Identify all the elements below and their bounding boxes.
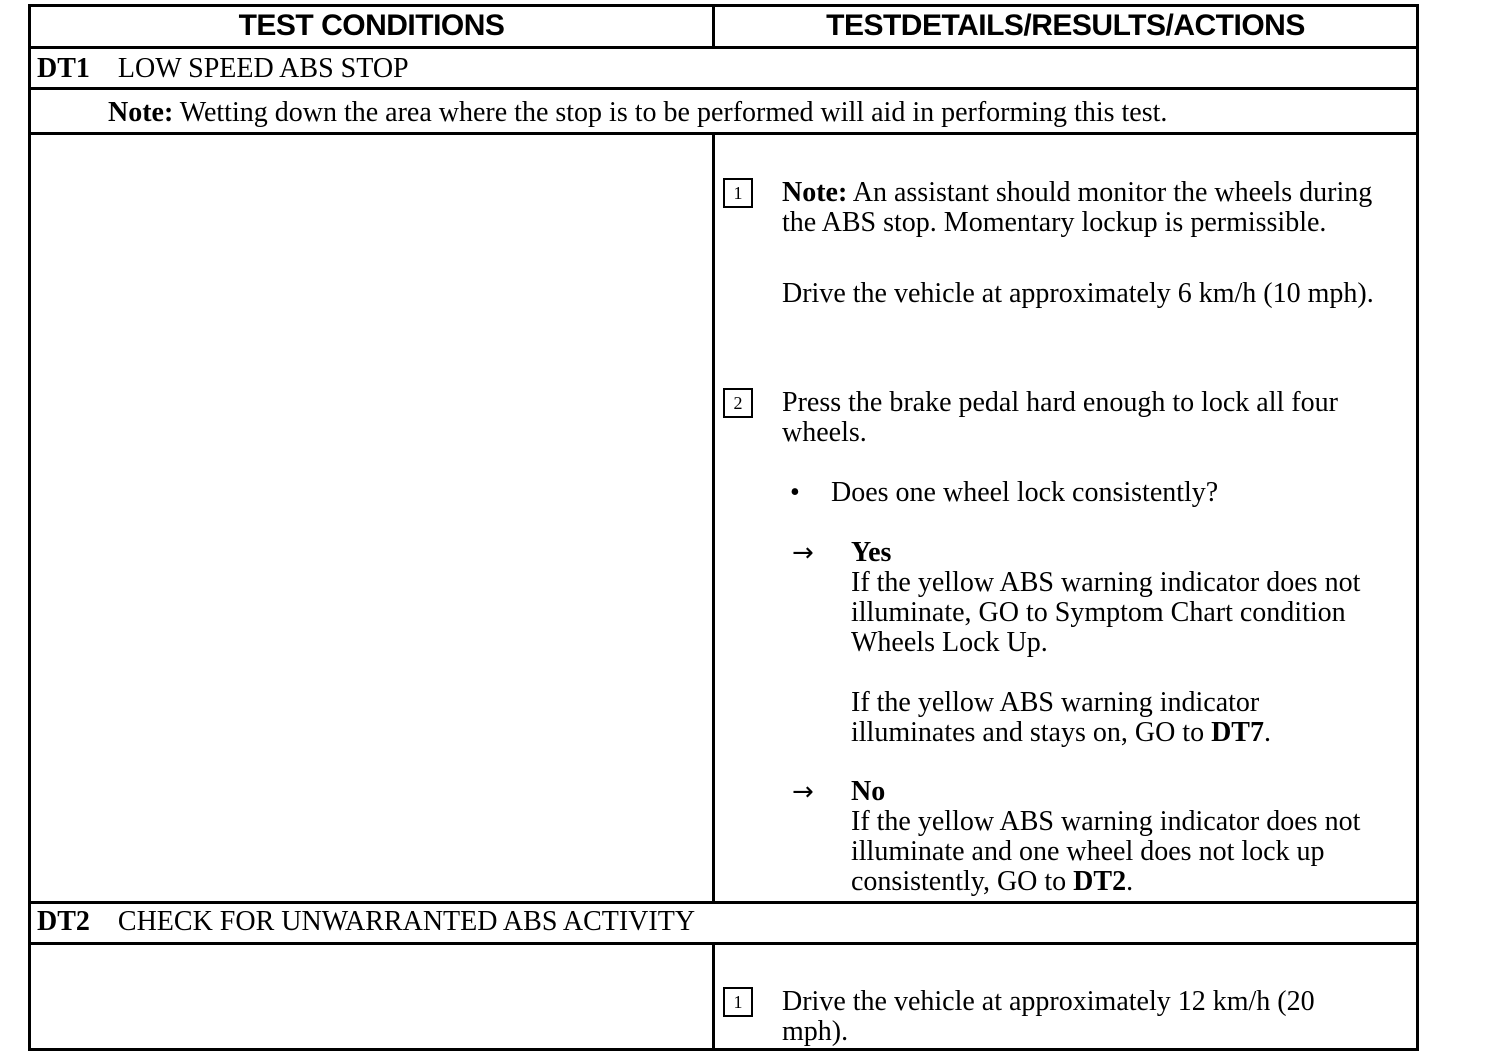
no-result-suffix: .: [1126, 866, 1134, 897]
dt1-title-divider: [28, 87, 1419, 90]
dt1-note-text: Wetting down the area where the stop is to be performed will aid in performing this test.: [173, 97, 1168, 128]
dt1-step2-question: Does one wheel lock consistently?: [831, 477, 1219, 508]
yes-result-2-suffix: .: [1263, 717, 1271, 748]
yes-result-2: [851, 688, 1371, 748]
no-arrow-icon: →: [792, 777, 814, 807]
dt1-note-divider: [28, 132, 1419, 135]
table-border-top: [28, 4, 1419, 7]
dt1-step1-note-label: Note:: [782, 177, 848, 208]
dt2-column-divider: [712, 942, 715, 1051]
yes-result-2-target: DT7: [1211, 717, 1264, 748]
dt1-step2-number: 2: [723, 388, 753, 418]
yes-arrow-icon: →: [792, 538, 814, 568]
dt1-note: [108, 98, 1408, 128]
no-result: [851, 807, 1411, 897]
dt1-code: DT1: [37, 53, 90, 84]
dt1-step1-number: 1: [723, 178, 753, 208]
dt1-step1-instruction: Drive the vehicle at approximately 6 km/h (10 mph).: [782, 278, 1374, 309]
dt1-step2-instruction: Press the brake pedal hard enough to lock all four wheels.: [782, 387, 1338, 448]
header-divider: [28, 46, 1419, 49]
no-result-text: If the yellow ABS warning indicator does not illuminate and one wheel does not lock up consistently, GO to: [851, 806, 1361, 897]
dt2-title: CHECK FOR UNWARRANTED ABS ACTIVITY: [117, 906, 696, 937]
dt2-top-divider: [28, 901, 1419, 904]
dt2-section-title: [37, 905, 695, 939]
dt1-step2-bullet: •: [790, 477, 800, 508]
dt2-code: DT2: [37, 906, 90, 937]
dt1-step1-note-text: An assistant should monitor the wheels during the ABS stop. Momentary lockup is permissible.: [782, 177, 1373, 238]
dt2-step1-number: 1: [723, 987, 753, 1017]
yes-result-2-text: If the yellow ABS warning indicator illuminates and stays on, GO to: [851, 687, 1260, 748]
yes-label: Yes: [851, 537, 892, 568]
dt1-section-title: [37, 52, 409, 86]
dt1-note-label: Note:: [108, 97, 174, 128]
dt1-step1-note: [782, 178, 1382, 238]
yes-result-1: If the yellow ABS warning indicator does not illuminate, GO to Symptom Chart condition Wheels Lock Up.: [851, 567, 1361, 658]
no-result-target: DT2: [1073, 866, 1127, 897]
column-header-test-conditions: TEST CONDITIONS: [238, 9, 505, 42]
table-border-bottom: [28, 1048, 1419, 1051]
dt1-title: LOW SPEED ABS STOP: [117, 53, 409, 84]
dt2-title-divider: [28, 942, 1419, 945]
no-label: No: [851, 776, 886, 807]
table-border-left: [28, 4, 31, 1051]
column-header-test-details: TESTDETAILS/RESULTS/ACTIONS: [826, 9, 1305, 42]
dt2-step1-instruction: Drive the vehicle at approximately 12 km/h (20 mph).: [782, 986, 1315, 1047]
dt1-column-divider: [712, 132, 715, 904]
table-border-right: [1416, 4, 1419, 1051]
